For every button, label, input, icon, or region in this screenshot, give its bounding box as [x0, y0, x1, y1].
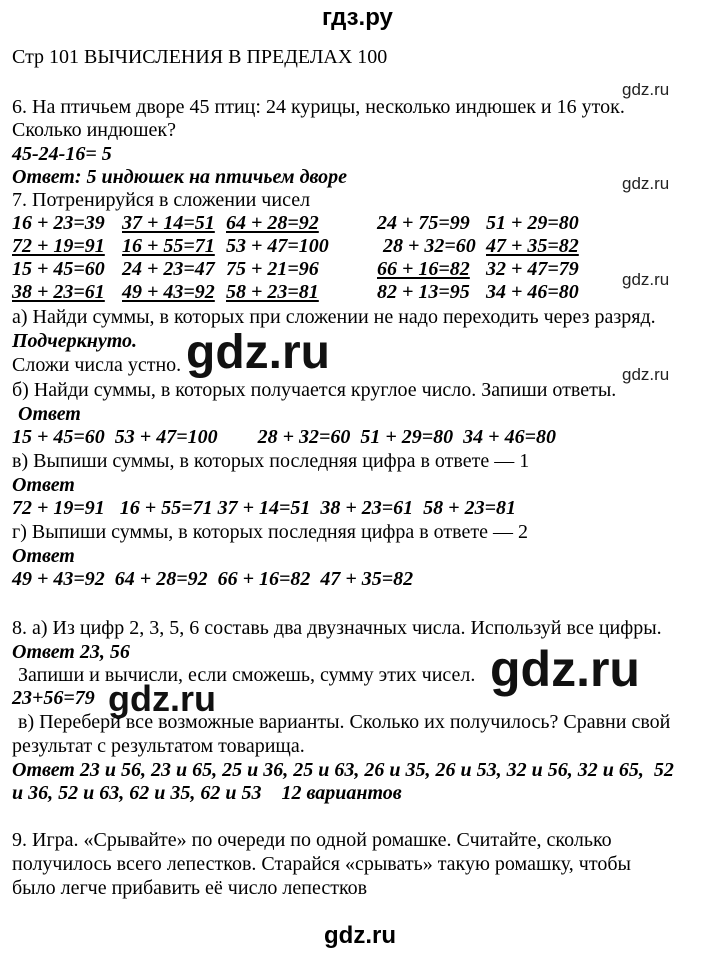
task8-v-question: в) Перебери все возможные варианты. Сколько их получилось? Сравни свой	[18, 711, 671, 733]
task6-answer: Ответ: 5 индюшек на птичьем дворе	[12, 166, 348, 188]
watermark-logo: gdz.ru	[186, 326, 330, 379]
sum-expression-underlined: 66 + 16=82	[377, 258, 470, 280]
task9-text: получилось всего лепестков. Старайся «срывать» такую ромашку, чтобы	[12, 853, 631, 875]
sum-expression-underlined: 37 + 14=51	[122, 212, 215, 234]
answer-label: Ответ	[12, 545, 75, 567]
sum-expression-underlined: 49 + 43=92	[122, 281, 215, 303]
watermark: gdz.ru	[622, 80, 670, 99]
sum-expression-underlined: 58 + 23=81	[226, 281, 319, 303]
task8-v-question: результат с результатом товарища.	[12, 735, 305, 757]
task8-v-answer: Ответ 23 и 56, 23 и 65, 25 и 36, 25 и 63, 26 и 35, 26 и 53, 32 и 56, 32 и 65, 52	[12, 759, 674, 781]
sum-expression-underlined: 47 + 35=82	[486, 235, 579, 257]
site-header: гдз.ру	[322, 4, 393, 31]
task7-g-question: г) Выпиши суммы, в которых последняя цифра в ответе — 2	[12, 521, 528, 543]
sum-expression: 24 + 23=47	[122, 258, 215, 280]
watermark-logo: gdz.ru	[108, 678, 216, 719]
task7-oral: Сложи числа устно.	[12, 354, 182, 376]
sum-expression: 24 + 75=99	[377, 212, 470, 234]
task6-text: 6. На птичьем дворе 45 птиц: 24 курицы, несколько индюшек и 16 уток.	[12, 96, 625, 118]
sum-expression: 82 + 13=95	[377, 281, 470, 303]
sum-expression-underlined: 38 + 23=61	[12, 281, 105, 303]
task7-v-answer: 72 + 19=91 16 + 55=71 37 + 14=51 38 + 23=61 58 + 23=81	[12, 497, 516, 519]
sum-expression-underlined: 16 + 55=71	[122, 235, 215, 257]
task8-write: Запиши и вычисли, если сможешь, сумму этих чисел.	[18, 664, 476, 686]
task7-a-question: а) Найди суммы, в которых при сложении не надо переходить через разряд.	[12, 306, 656, 328]
task7-b-question: б) Найди суммы, в которых получается круглое число. Запиши ответы.	[12, 379, 617, 401]
task9-text: было легче прибавить её число лепестков	[12, 877, 368, 899]
task7-v-question: в) Выпиши суммы, в которых последняя цифра в ответе — 1	[12, 450, 530, 472]
task9-text: 9. Игра. «Срывайте» по очереди по одной ромашке. Считайте, сколько	[12, 829, 612, 851]
answer-label: Ответ	[12, 474, 75, 496]
sum-expression: 51 + 29=80	[486, 212, 579, 234]
task6-solution: 45-24-16= 5	[12, 143, 112, 165]
task6-text: Сколько индюшек?	[12, 119, 176, 141]
watermark-logo: gdz.ru	[490, 641, 640, 697]
site-footer: gdz.ru	[324, 922, 396, 949]
sum-expression-underlined: 72 + 19=91	[12, 235, 105, 257]
watermark: gdz.ru	[622, 365, 670, 384]
task7-a-answer: Подчеркнуто.	[12, 330, 137, 352]
task8-v-answer: и 36, 52 и 63, 62 и 35, 62 и 53 12 вариантов	[12, 782, 402, 804]
sum-expression: 34 + 46=80	[486, 281, 579, 303]
sum-expression-underlined: 64 + 28=92	[226, 212, 319, 234]
sum-expression: 28 + 32=60	[383, 235, 476, 257]
watermark: gdz.ru	[622, 270, 670, 289]
sum-expression: 16 + 23=39	[12, 212, 105, 234]
page-title: Стр 101 ВЫЧИСЛЕНИЯ В ПРЕДЕЛАХ 100	[12, 46, 388, 68]
sum-expression: 32 + 47=79	[486, 258, 579, 280]
watermark: gdz.ru	[622, 174, 670, 193]
answer-label: Ответ	[18, 403, 81, 425]
task7-b-answer: 15 + 45=60 53 + 47=100 28 + 32=60 51 + 29=80 34 + 46=80	[12, 426, 556, 448]
task8-a-answer: Ответ 23, 56	[12, 641, 130, 663]
sum-expression: 15 + 45=60	[12, 258, 105, 280]
sum-expression: 53 + 47=100	[226, 235, 329, 257]
sum-expression: 75 + 21=96	[226, 258, 319, 280]
task8-sum: 23+56=79	[12, 687, 95, 709]
task8-a-question: 8. а) Из цифр 2, 3, 5, 6 составь два двузначных числа. Используй все цифры.	[12, 617, 662, 639]
task7-g-answer: 49 + 43=92 64 + 28=92 66 + 16=82 47 + 35=82	[12, 568, 414, 590]
task7-title: 7. Потренируйся в сложении чисел	[12, 189, 311, 211]
